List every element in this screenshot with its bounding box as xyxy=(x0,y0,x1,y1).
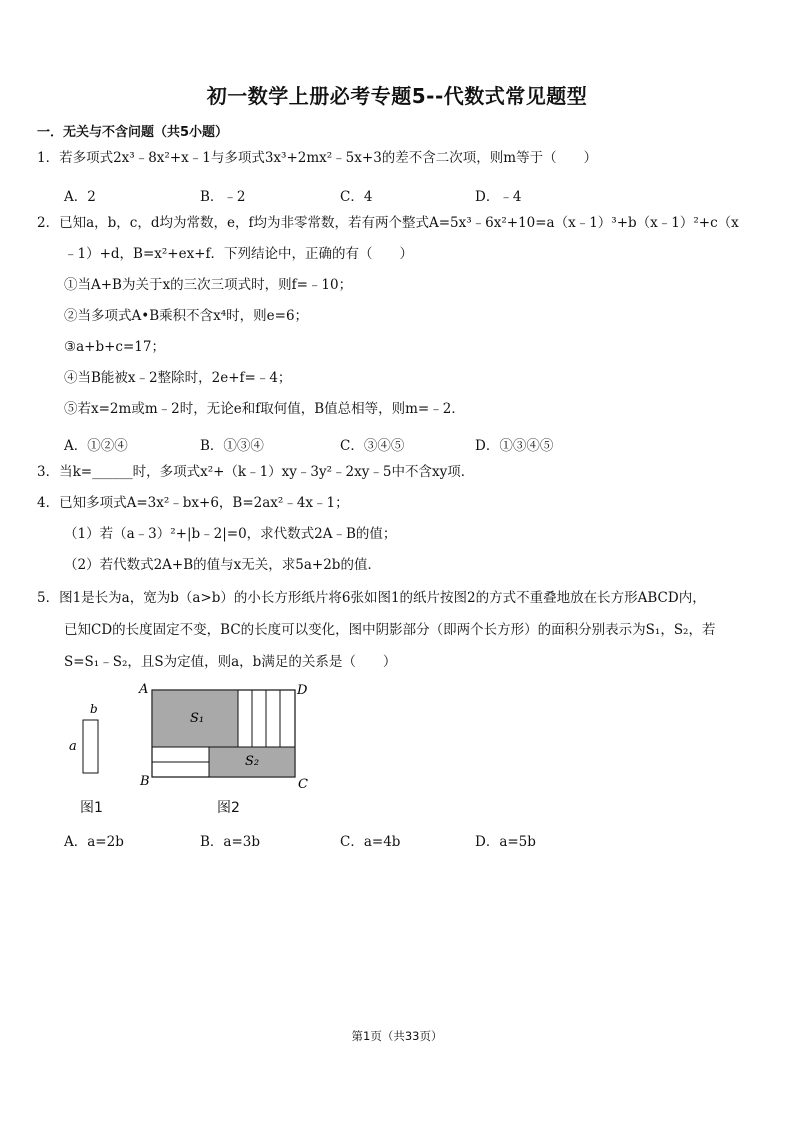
fig2-label-s1: S₁ xyxy=(190,711,205,726)
q5-option-c: C．a=4b xyxy=(340,834,401,850)
fig1-label-a: a xyxy=(69,739,77,754)
question-3-stem: 3．当k=______时，多项式x²+（k﹣1）xy﹣3y²﹣2xy﹣5中不含xy项． xyxy=(37,464,475,480)
q2-statement-3: ③a+b+c=17； xyxy=(64,339,165,355)
q2-option-b: B．①③④ xyxy=(200,438,264,454)
section-heading: 一．无关与不含问题（共5小题） xyxy=(37,125,229,140)
q5-option-d: D．a=5b xyxy=(475,834,536,850)
question-4-stem: 4．已知多项式A=3x²﹣bx+6，B=2ax²﹣4x﹣1； xyxy=(37,495,349,511)
q1-option-b: B．﹣2 xyxy=(200,189,246,205)
q2-option-a: A．①②④ xyxy=(64,438,128,454)
fig2-corner-d: D xyxy=(297,683,308,698)
question-4-part-1: （1）若（a﹣3）²+|b﹣2|=0，求代数式2A﹣B的值； xyxy=(64,526,397,542)
question-2-stem-line1: 2．已知a，b，c，d均为常数，e，f均为非零常数，若有两个整式A=5x³﹣6x²+10=a（x﹣1）³+b（x﹣1）²+c（x xyxy=(37,215,739,231)
question-2-stem-line2: ﹣1）+d，B=x²+ex+f．下列结论中，正确的有（ ） xyxy=(64,246,414,262)
question-1-stem: 1．若多项式2x³﹣8x²+x﹣1与多项式3x³+2mx²﹣5x+3的差不含二次项，则m等于（ ） xyxy=(37,150,598,166)
q2-statement-5: ⑤若x=2m或m﹣2时，无论e和f取何值，B值总相等，则m=﹣2． xyxy=(64,401,465,417)
fig1-caption: 图1 xyxy=(80,800,103,816)
page-title: 初一数学上册必考专题5--代数式常见题型 xyxy=(206,84,588,108)
q2-statement-2: ②当多项式A•B乘积不含x⁴时，则e=6； xyxy=(64,308,309,324)
question-4-part-2: （2）若代数式2A+B的值与x无关，求5a+2b的值． xyxy=(64,557,381,573)
q2-option-d: D．①③④⑤ xyxy=(475,438,554,454)
q2-option-c: C．③④⑤ xyxy=(340,438,405,454)
q1-option-d: D．﹣4 xyxy=(475,189,522,205)
fig2-corner-c: C xyxy=(298,777,308,792)
q2-statement-4: ④当B能被x﹣2整除时，2e+f=﹣4； xyxy=(64,370,292,386)
page-footer: 第1页（共33页） xyxy=(351,1029,443,1043)
question-5-stem-line3: S=S₁﹣S₂，且S为定值，则a，b满足的关系是（ ） xyxy=(64,654,397,670)
q2-statement-1: ①当A+B为关于x的三次三项式时，则f=﹣10； xyxy=(64,277,353,293)
q5-option-b: B．a=3b xyxy=(200,834,261,850)
fig2-corner-a: A xyxy=(139,682,149,697)
fig2-corner-b: B xyxy=(140,774,150,789)
q5-option-a: A．a=2b xyxy=(64,834,124,850)
fig2-label-s2: S₂ xyxy=(245,754,260,769)
q1-option-c: C．4 xyxy=(340,189,373,205)
question-5-stem-line2: 已知CD的长度固定不变，BC的长度可以变化，图中阴影部分（即两个长方形）的面积分别表示为S₁，S₂，若 xyxy=(64,622,716,638)
fig2-caption: 图2 xyxy=(217,800,240,816)
q1-option-a: A．2 xyxy=(64,189,96,205)
question-5-stem-line1: 5．图1是长为a，宽为b（a>b）的小长方形纸片将6张如图1的纸片按图2的方式不重叠地放在长方形ABCD内， xyxy=(37,590,706,606)
fig1-small-rectangle xyxy=(83,720,98,773)
fig1-label-b: b xyxy=(90,702,98,716)
